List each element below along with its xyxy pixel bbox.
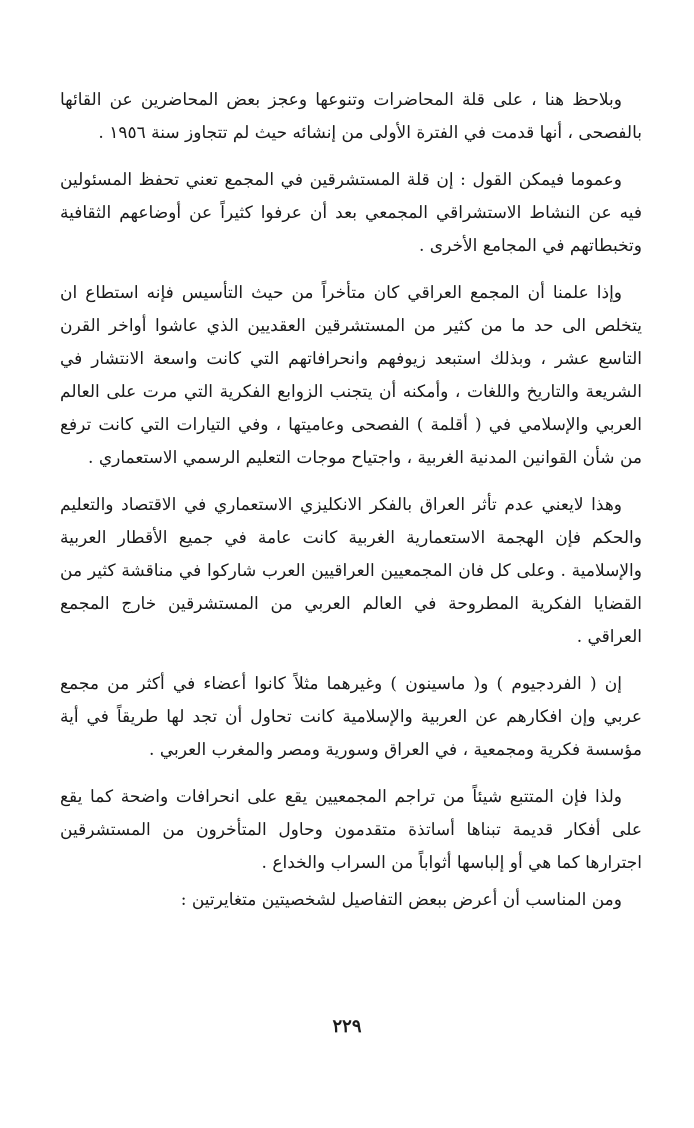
paragraph-2: وعموما فيمكن القول : إن قلة المستشرقين في المجمع تعني تحفظ المسئولين فيه عن النشاط الاستشراقي المجمعي بعد أن عرفوا كثيراً عن أوضاعهم الثقافية وتخبطاتهم في المجامع الأخرى .: [60, 170, 642, 256]
paragraph-1: وبلاحظ هنا ، على قلة المحاضرات وتنوعها وعجز بعض المحاضرين عن القائها بالفصحى ، أنها قدمت في الفترة الأولى من إنشائه حيث لم تتجاوز سنة ١٩٥٦ .: [60, 90, 642, 143]
paragraph-3: وإذا علمنا أن المجمع العراقي كان متأخراً من حيث التأسيس فإنه استطاع ان يتخلص الى حد ما من كثير من المستشرقين العقديين الذي عاشوا أواخر القرن التاسع عشر ، وبذلك استبعد زيوفهم وانحرافاتهم التي كانت واسعة الانتشار في الشريعة والتاريخ واللغات ، وأمكنه أن يتجنب الزوابع الفكرية التي مرت على العالم العربي والإسلامي في ( أقلمة ) الفصحى وعاميتها ، وفي التيارات التي كانت ترفع من شأن القوانين المدنية الغربية ، واجتياح موجات التعليم الرسمي الاستعماري .: [60, 283, 642, 468]
paragraph-4: وهذا لايعني عدم تأثر العراق بالفكر الانكليزي الاستعماري في الاقتصاد والتعليم والحكم فإن الهجمة الاستعمارية الغربية كانت عامة في جميع الأقطار العربية والإسلامية . وعلى كل فان المجمعيين العراقيين العرب شاركوا في مناقشة كثير من القضايا الفكرية المطروحة في العالم العربي من المستشرقين خارج المجمع العراقي .: [60, 495, 642, 647]
body-text: [60, 84, 642, 917]
page-number: ٢٢٩: [332, 1016, 362, 1037]
paragraph-5: إن ( الفردجيوم ) و( ماسينون ) وغيرهما مثلاً كانوا أعضاء في أكثر من مجمع عربي وإن افكارهم عن العربية والإسلامية كانت تحاول أن تجد لها طريقاً في أية مؤسسة فكرية ومجمعية ، في العراق وسورية ومصر والمغرب العربي .: [60, 674, 642, 760]
paragraph-7: ومن المناسب أن أعرض ببعض التفاصيل لشخصيتين متغايرتين :: [180, 890, 622, 910]
paragraph-6: ولذا فإن المتتبع شيئاً من تراجم المجمعيين يقع على انحرافات واضحة كما يقع على أفكار قديمة تبناها أساتذة متقدمون وحاول المتأخرون من المستشرقين اجترارها كما هي أو إلباسها أثواباً من السراب والخداع .: [60, 787, 642, 873]
